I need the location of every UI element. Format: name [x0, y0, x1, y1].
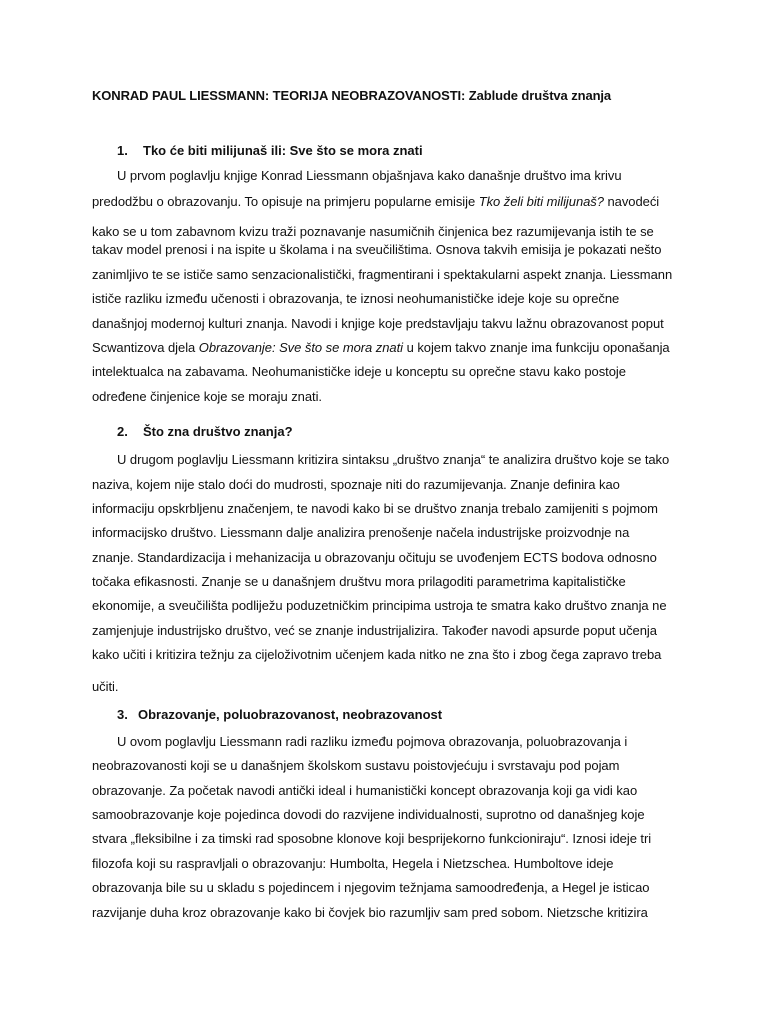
- section-3-heading: [117, 707, 442, 722]
- paragraph-line: znanje. Standardizacija i mehanizacija u obrazovanju očituju se uvođenjem ECTS bodova odnosno: [92, 550, 657, 565]
- paragraph-line: razvijanje duha kroz obrazovanje kako bi čovjek bio razumljiv sam pred sobom. Nietzsche kritizira: [92, 905, 648, 920]
- paragraph-line: predodžbu o obrazovanju. To opisuje na primjeru popularne emisije Tko želi biti milijunaš? navodeći: [92, 194, 660, 209]
- paragraph-line: ekonomije, a sveučilišta podliježu poduzetničkim principima ustroja te smatra kako društvo znanja ne: [92, 598, 667, 613]
- section-number: 2.: [117, 424, 128, 439]
- paragraph-line: informaciju opskrbljenu značenjem, te navodi kako bi se društvo znanja trebalo zamijeniti s pojmom: [92, 501, 658, 516]
- paragraph-line: U drugom poglavlju Liessmann kritizira sintaksu „društvo znanja“ te analizira društvo koje se tako: [117, 452, 670, 467]
- paragraph-line: ističe razliku između učenosti i obrazovanja, te iznosi neohumanističke ideje koje su oprečne: [92, 291, 620, 306]
- emphasis-text: Tko želi biti milijunaš?: [478, 194, 604, 209]
- section-number: 3.: [117, 707, 128, 722]
- paragraph-line: zanimljivo te se ističe samo senzacionalistički, fragmentirani i spektakularni aspekt znanja. Liessmann: [92, 267, 673, 282]
- document-title: KONRAD PAUL LIESSMANN: TEORIJA NEOBRAZOVANOSTI: Zablude društva znanja: [92, 88, 612, 103]
- paragraph-line: naziva, kojem nije stalo doći do mudrosti, spoznaje niti do razumijevanja. Znanje definira kao: [92, 477, 620, 492]
- section-2-heading: [117, 424, 293, 439]
- paragraph-line: određene činjenice koje se moraju znati.: [92, 389, 322, 404]
- section-title: Obrazovanje, poluobrazovanost, neobrazovanost: [138, 707, 443, 722]
- paragraph-line: samoobrazovanje koje pojedinca dovodi do razvijene individualnosti, suprotno od današnjeg koje: [92, 807, 645, 822]
- paragraph-line: intelektualca na zabavama. Neohumanističke ideje u konceptu su oprečne stavu kako postoje: [92, 364, 626, 379]
- paragraph-line: točaka efikasnosti. Znanje se u današnjem društvu mora prilagoditi parametrima kapitalističke: [92, 574, 626, 589]
- paragraph-line: obrazovanja bile su u skladu s pojedincem i njegovim težnjama samoodređenja, a Hegel je isticao: [92, 880, 650, 895]
- paragraph-line: informacijsko društvo. Liessmann dalje analizira prenošenje načela industrijske proizvodnje na: [92, 525, 630, 540]
- paragraph-line: takav model prenosi i na ispite u školama i na sveučilištima. Osnova takvih emisija je pokazati nešto: [92, 242, 662, 257]
- paragraph-line: kako se u tom zabavnom kvizu traži poznavanje nasumičnih činjenica bez razumijevanja istih te se: [92, 224, 654, 239]
- paragraph-line: obrazovanje. Za početak navodi antički ideal i humanistički koncept obrazovanja koji ga vidi kao: [92, 783, 638, 798]
- paragraph-line: današnjoj modernoj kulturi znanja. Navodi i knjige koje predstavljaju takvu lažnu obrazovanost poput: [92, 316, 664, 331]
- paragraph-line: kako učiti i kritizira težnju za cijeloživotnim učenjem kada nitko ne zna što i zbog čega zapravo treba: [92, 647, 662, 662]
- paragraph-line: U prvom poglavlju knjige Konrad Liessmann objašnjava kako današnje društvo ima krivu: [117, 168, 622, 183]
- paragraph-line: Scwantizova djela Obrazovanje: Sve što se mora znati u kojem takvo znanje ima funkciju oponašanja: [92, 340, 670, 355]
- section-title: Što zna društvo znanja?: [143, 424, 293, 439]
- paragraph-line: filozofa koji su raspravljali o obrazovanju: Humbolta, Hegela i Nietzschea. Humboltove ideje: [92, 856, 614, 871]
- paragraph-line: učiti.: [92, 679, 119, 694]
- paragraph-line: zamjenjuje industrijsko društvo, već se znanje industrijalizira. Također navodi apsurde poput učenja: [92, 623, 657, 638]
- paragraph-line: neobrazovanosti koji se u današnjem školskom sustavu poistovjećuju i svrstavaju pod pojam: [92, 758, 620, 773]
- emphasis-text: Obrazovanje: Sve što se mora znati: [198, 340, 404, 355]
- paragraph-line: stvara „fleksibilne i za timski rad sposobne klonove koji besprijekorno funkcioniraju“. Iznosi ideje tri: [92, 831, 652, 846]
- paragraph-line: U ovom poglavlju Liessmann radi razliku između pojmova obrazovanja, poluobrazovanja i: [117, 734, 628, 749]
- section-number: 1.: [117, 143, 128, 158]
- section-title: Tko će biti milijunaš ili: Sve što se mora znati: [143, 143, 423, 158]
- section-1-heading: [117, 143, 423, 158]
